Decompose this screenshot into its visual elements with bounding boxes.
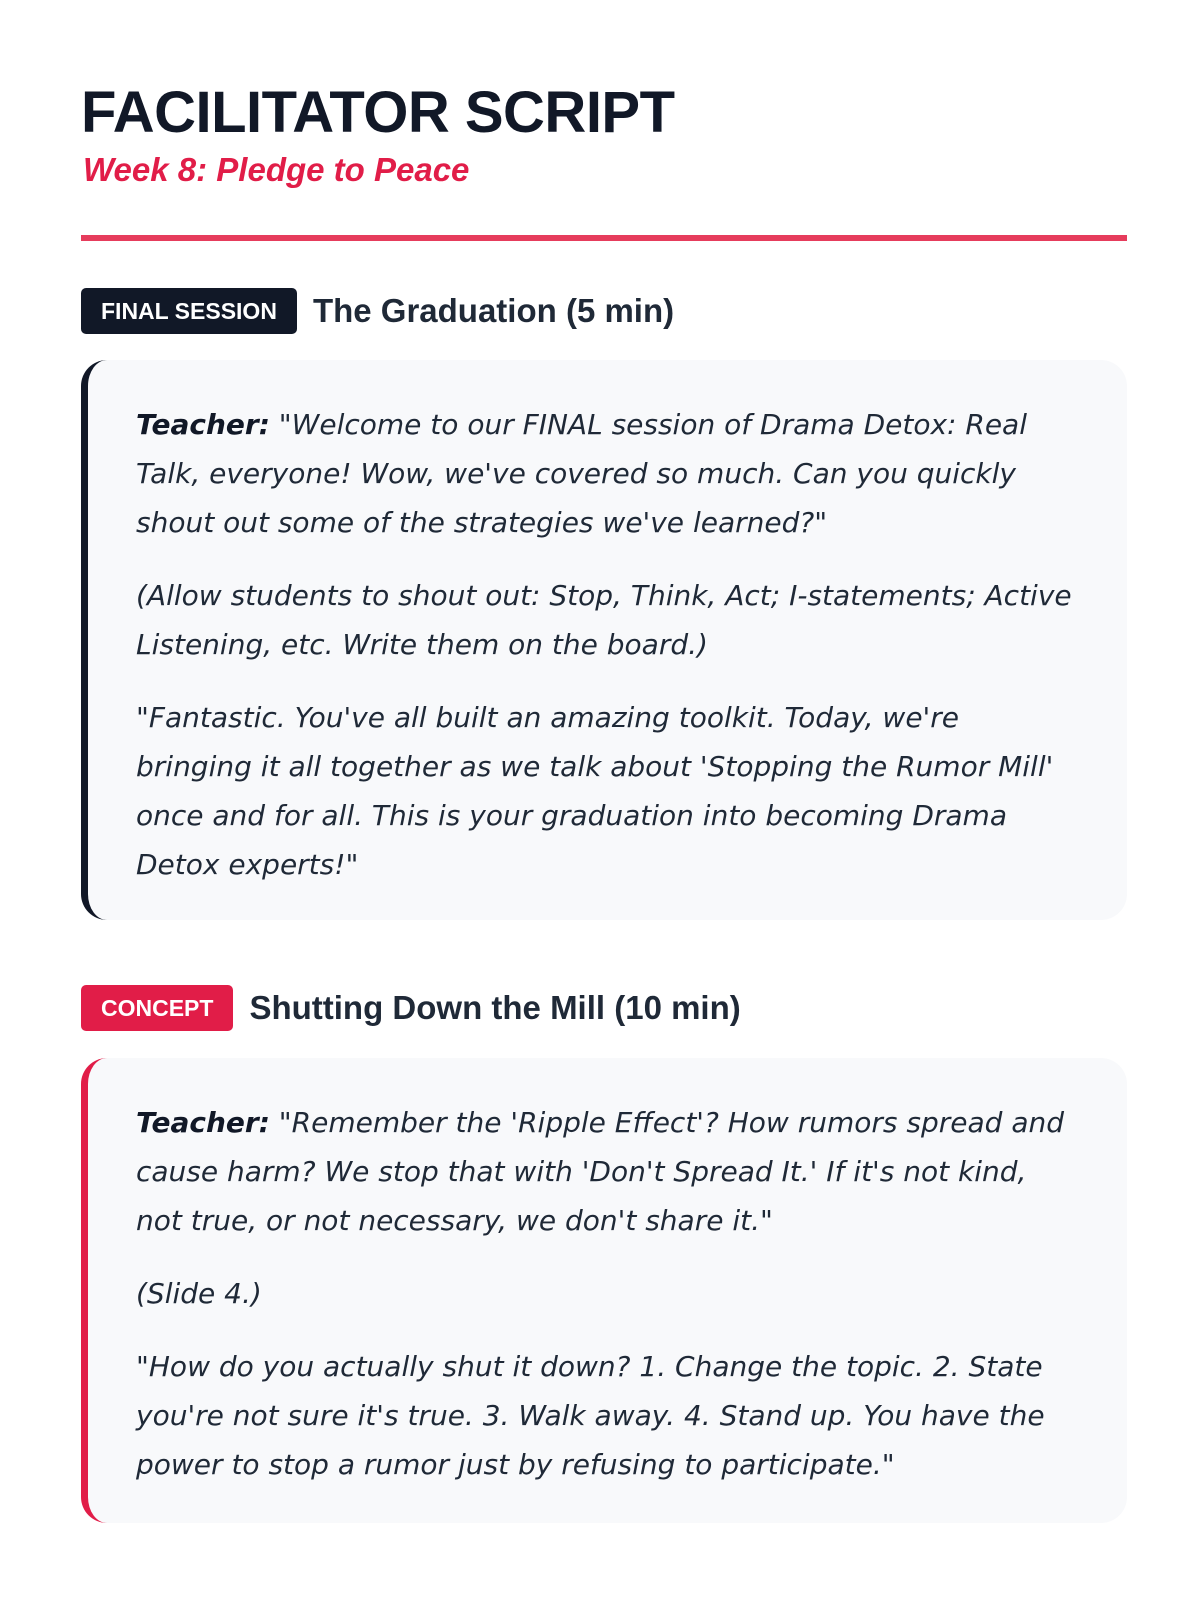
section-header-graduation xyxy=(81,288,674,334)
teacher-dialogue-continued: "How do you actually shut it down? 1. Change the topic. 2. State you're not sure it's true. 3. Walk away. 4. Stand up. You have the power to stop a rumor just by refusing to participate." xyxy=(136,1350,1045,1481)
stage-direction: (Slide 4.) xyxy=(136,1277,262,1310)
teacher-dialogue-continued: "Fantastic. You've all built an amazing toolkit. Today, we're bringing it all together as we talk about 'Stopping the Rumor Mill' once and for all. This is your graduation into becoming Drama Detox experts!" xyxy=(136,701,1054,881)
teacher-dialogue xyxy=(136,400,1079,547)
page-title: FACILITATOR SCRIPT xyxy=(81,80,675,145)
dialogue-text: "Welcome to our FINAL session of Drama Detox: Real Talk, everyone! Wow, we've covered so much. Can you quickly shout out some of the strategies we've learned?" xyxy=(136,408,1027,539)
script-card-concept xyxy=(81,1058,1127,1523)
section-title: Shutting Down the Mill (10 min) xyxy=(249,989,741,1026)
page-subtitle: Week 8: Pledge to Peace xyxy=(83,151,470,188)
header-divider xyxy=(81,235,1127,241)
section-badge: CONCEPT xyxy=(81,985,233,1031)
teacher-dialogue xyxy=(136,1098,1079,1245)
speaker-label: Teacher: xyxy=(136,1106,270,1139)
speaker-label: Teacher: xyxy=(136,408,270,441)
stage-direction: (Allow students to shout out: Stop, Think, Act; I-statements; Active Listening, etc. Write them on the board.) xyxy=(136,579,1072,661)
section-title: The Graduation (5 min) xyxy=(312,292,675,329)
section-header-concept xyxy=(81,985,741,1031)
script-card-graduation xyxy=(81,360,1127,920)
dialogue-text: "Remember the 'Ripple Effect'? How rumors spread and cause harm? We stop that with 'Don't Spread It.' If it's not kind, not true, or not necessary, we don't share it." xyxy=(136,1106,1065,1237)
section-badge: FINAL SESSION xyxy=(81,288,297,334)
